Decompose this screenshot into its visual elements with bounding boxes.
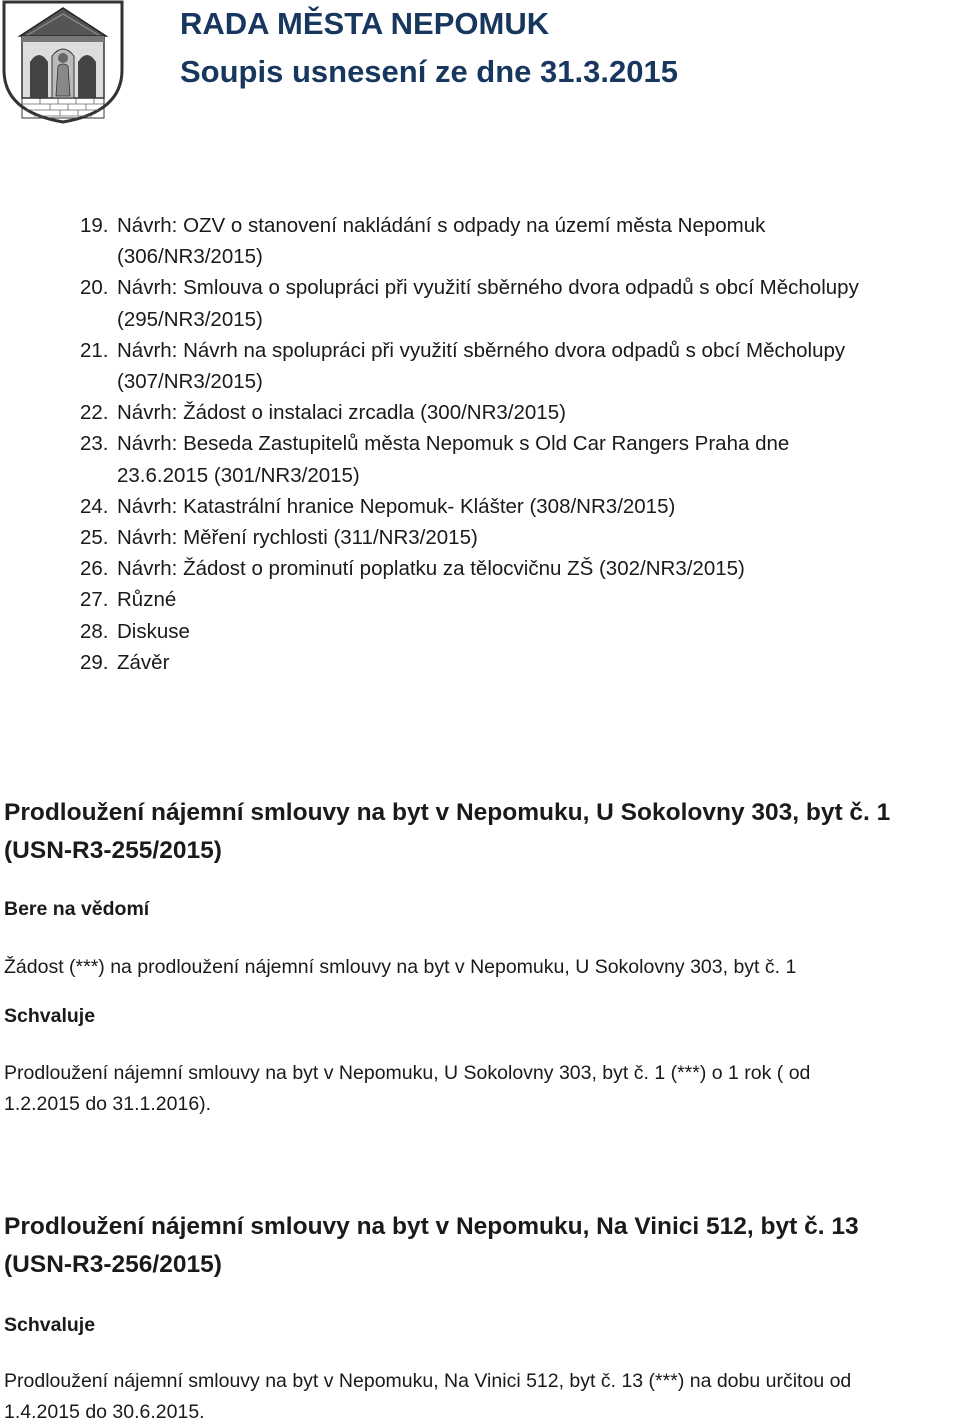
list-item <box>80 647 950 678</box>
council-title: RADA MĚSTA NEPOMUK <box>180 6 550 41</box>
resolution-approves-text-block <box>4 1058 954 1120</box>
list-item <box>80 584 950 615</box>
item-text-continuation: (307/NR3/2015) <box>117 370 263 394</box>
item-text-continuation: 23.6.2015 (301/NR3/2015) <box>117 463 360 487</box>
town-coat-of-arms-icon <box>0 0 126 124</box>
item-text: Návrh: Žádost o prominutí poplatku za tělocvičnu ZŠ (302/NR3/2015) <box>117 557 745 581</box>
resolution-code: (USN-R3-256/2015) <box>4 1251 222 1278</box>
resolution-title-line: Prodloužení nájemní smlouvy na byt v Nepomuku, U Sokolovny 303, byt č. 1 <box>4 799 891 826</box>
resolution-title <box>4 794 954 870</box>
agenda-list <box>80 210 950 678</box>
item-number: 25. <box>80 526 109 550</box>
resolution-section <box>4 1208 954 1284</box>
list-item <box>80 397 950 428</box>
resolution-text-line: 1.2.2015 do 31.1.2016). <box>4 1093 212 1115</box>
item-text-continuation: (306/NR3/2015) <box>117 245 263 269</box>
item-text: Návrh: Žádost o instalaci zrcadla (300/NR3/2015) <box>117 401 566 425</box>
resolution-text-line: 1.4.2015 do 30.6.2015. <box>4 1401 205 1423</box>
resolution-approves-block <box>4 1005 954 1028</box>
item-text: Diskuse <box>117 619 190 643</box>
item-text: Různé <box>117 588 177 612</box>
item-number: 19. <box>80 214 109 237</box>
item-text: Návrh: Smlouva o spolupráci při využití sběrného dvora odpadů s obcí Měcholupy <box>117 276 859 300</box>
item-number: 28. <box>80 619 109 643</box>
list-item <box>80 522 950 553</box>
item-text: Návrh: Měření rychlosti (311/NR3/2015) <box>117 526 478 550</box>
item-text-continuation: (295/NR3/2015) <box>117 307 263 331</box>
item-number: 27. <box>80 588 109 612</box>
resolution-text: Žádost (***) na prodloužení nájemní smlouvy na byt v Nepomuku, U Sokolovny 303, byt č. 1 <box>4 956 797 978</box>
resolution-noted-block <box>4 898 954 921</box>
resolution-label-approves: Schvaluje <box>4 1314 96 1336</box>
resolution-label-approves: Schvaluje <box>4 1005 96 1027</box>
item-number: 29. <box>80 650 109 674</box>
list-item <box>80 210 950 272</box>
item-number: 26. <box>80 557 109 581</box>
item-number: 21. <box>80 338 109 362</box>
item-text: Závěr <box>117 650 170 674</box>
resolution-text-line: Prodloužení nájemní smlouvy na byt v Nepomuku, Na Vinici 512, byt č. 13 (***) na dobu určitou od <box>4 1370 852 1392</box>
item-text: Návrh: OZV o stanovení nakládání s odpady na území města Nepomuk <box>117 214 766 237</box>
resolution-approves-block <box>4 1314 954 1337</box>
list-item <box>80 428 950 490</box>
item-number: 24. <box>80 494 109 518</box>
resolution-approves-text-block <box>4 1366 954 1428</box>
item-number: 22. <box>80 401 109 425</box>
item-number: 23. <box>80 432 109 456</box>
list-item <box>80 272 950 334</box>
list-item <box>80 335 950 397</box>
resolution-title <box>4 1208 954 1284</box>
resolution-title-line: Prodloužení nájemní smlouvy na byt v Nepomuku, Na Vinici 512, byt č. 13 <box>4 1213 859 1240</box>
document-header <box>0 0 960 130</box>
resolution-code: (USN-R3-255/2015) <box>4 837 222 864</box>
list-item <box>80 491 950 522</box>
resolution-text-line: Prodloužení nájemní smlouvy na byt v Nepomuku, U Sokolovny 303, byt č. 1 (***) o 1 rok ( od <box>4 1062 811 1084</box>
item-text: Návrh: Návrh na spolupráci při využití sběrného dvora odpadů s obcí Měcholupy <box>117 338 846 362</box>
item-text: Návrh: Beseda Zastupitelů města Nepomuk s Old Car Rangers Praha dne <box>117 432 790 456</box>
document-subtitle: Soupis usnesení ze dne 31.3.2015 <box>180 54 678 89</box>
list-item <box>80 616 950 647</box>
resolution-section <box>4 794 954 870</box>
resolution-label-noted: Bere na vědomí <box>4 898 150 920</box>
list-item <box>80 553 950 584</box>
item-text: Návrh: Katastrální hranice Nepomuk- Klášter (308/NR3/2015) <box>117 494 676 518</box>
resolution-noted-text-block <box>4 952 954 983</box>
item-number: 20. <box>80 276 109 300</box>
